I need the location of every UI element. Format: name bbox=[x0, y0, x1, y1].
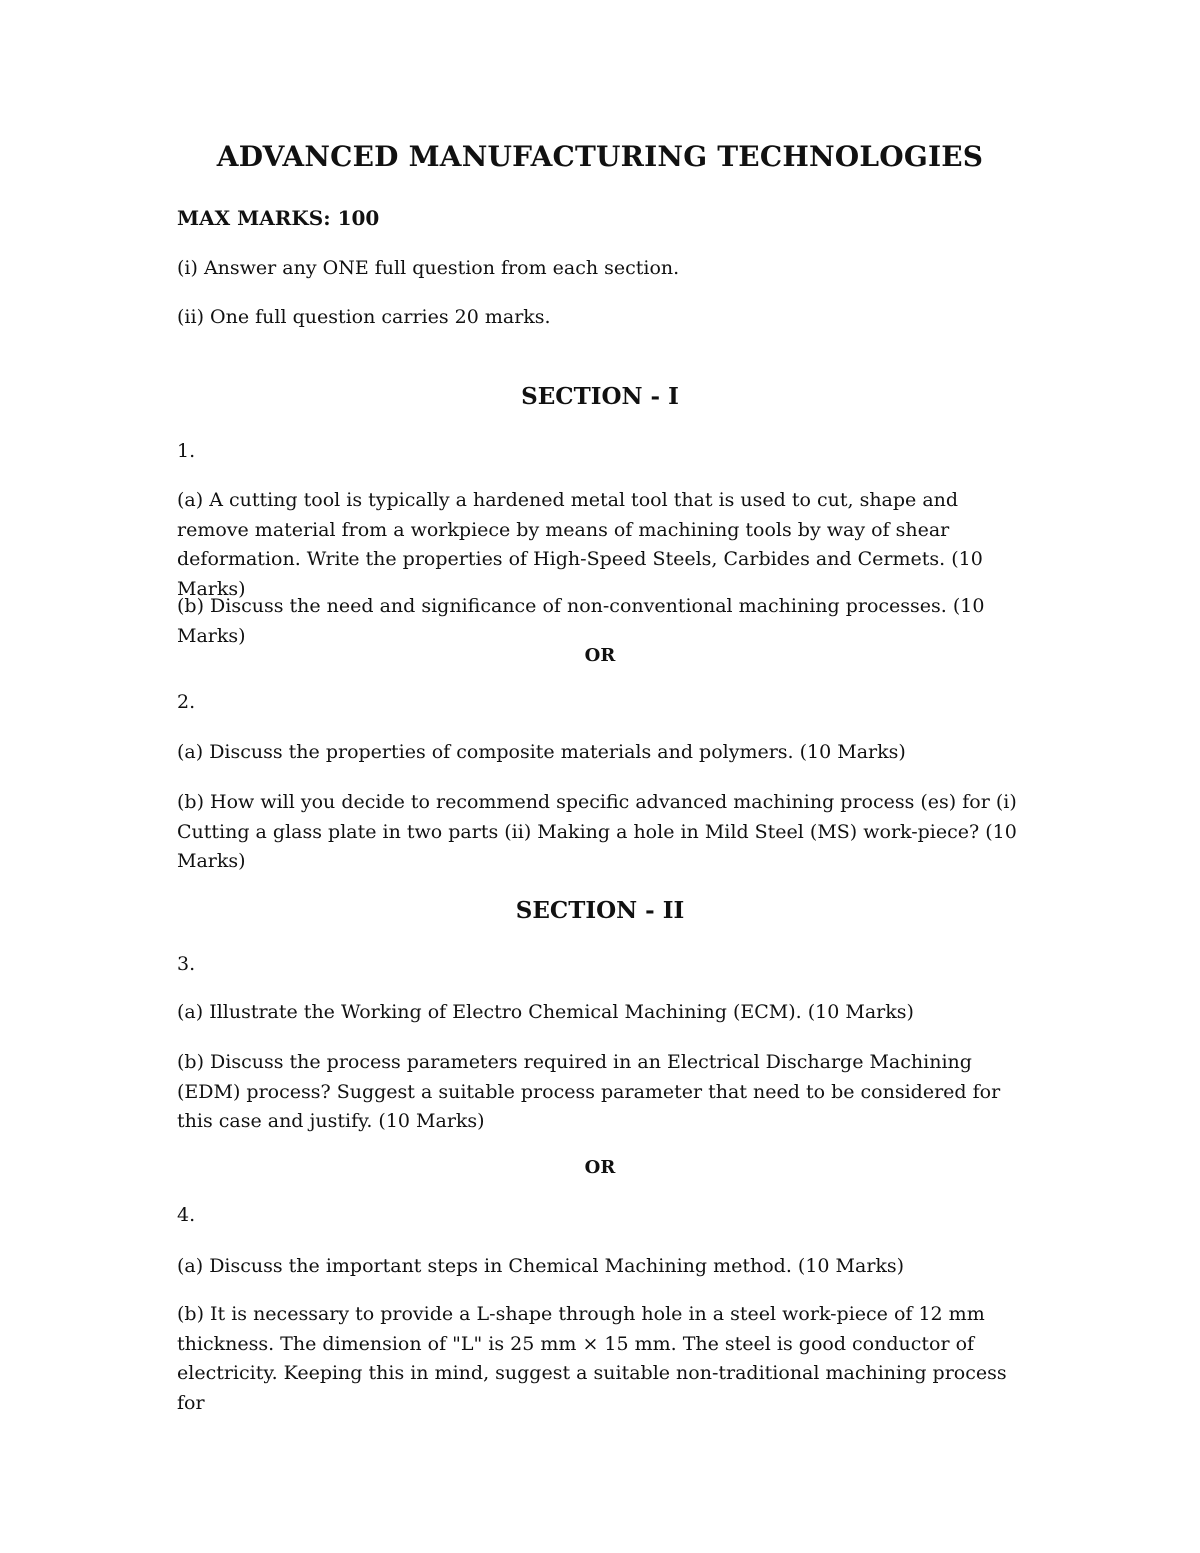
section-1-heading: SECTION - I bbox=[521, 383, 679, 410]
max-marks: MAX MARKS: 100 bbox=[177, 206, 380, 230]
section-2-heading: SECTION - II bbox=[515, 897, 685, 924]
question-4a: (a) Discuss the important steps in Chemical Machining method. (10 Marks) bbox=[177, 1255, 905, 1277]
question-3a: (a) Illustrate the Working of Electro Chemical Machining (ECM). (10 Marks) bbox=[177, 1001, 914, 1023]
question-4-number: 4. bbox=[177, 1204, 196, 1226]
or-separator-2: OR bbox=[584, 1157, 616, 1178]
question-1-number: 1. bbox=[177, 440, 196, 462]
question-1a: (a) A cutting tool is typically a hardened metal tool that is used to cut, shape and remove material from a workpiece by means of machining tools by way of shear deformation. Write the properties of High-Speed Steels, Carbides and Cermets. (10 Marks) bbox=[177, 489, 983, 600]
question-3-number: 3. bbox=[177, 953, 196, 975]
page-title: ADVANCED MANUFACTURING TECHNOLOGIES bbox=[216, 140, 984, 173]
instruction-2: (ii) One full question carries 20 marks. bbox=[177, 306, 551, 328]
question-1b: (b) Discuss the need and significance of non-conventional machining processes. (10 Marks) bbox=[177, 595, 985, 647]
question-3b: (b) Discuss the process parameters required in an Electrical Discharge Machining (EDM) process? Suggest a suitable process parameter that need to be considered for this case and justify. (10 Marks) bbox=[177, 1051, 1001, 1132]
question-2b: (b) How will you decide to recommend specific advanced machining process (es) for (i) Cutting a glass plate in two parts (ii) Making a hole in Mild Steel (MS) work-piece? (10 Marks) bbox=[177, 791, 1017, 872]
question-2-number: 2. bbox=[177, 691, 196, 713]
instruction-1: (i) Answer any ONE full question from each section. bbox=[177, 257, 680, 279]
or-separator-1: OR bbox=[584, 645, 616, 666]
question-4b: (b) It is necessary to provide a L-shape through hole in a steel work-piece of 12 mm thickness. The dimension of "L" is 25 mm × 15 mm. The steel is good conductor of electricity. Keeping this in mind, suggest a suitable non-traditional machining process for bbox=[177, 1303, 1007, 1414]
question-2a: (a) Discuss the properties of composite materials and polymers. (10 Marks) bbox=[177, 741, 906, 763]
